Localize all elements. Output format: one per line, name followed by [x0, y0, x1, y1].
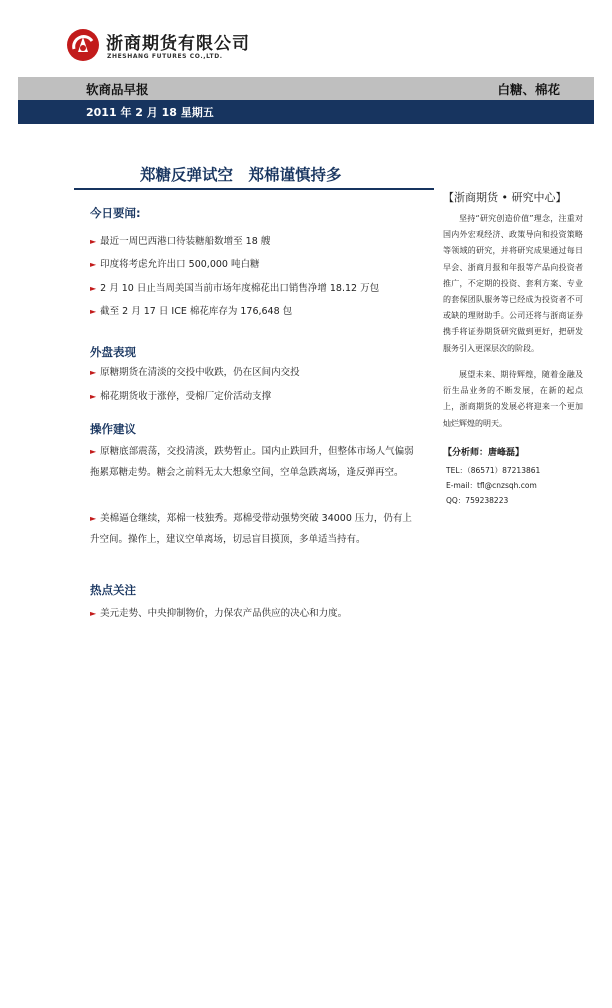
arrow-right-icon: ►: [90, 368, 97, 377]
analyst-email[interactable]: E-mail：tfl@cnzsqh.com: [446, 481, 537, 490]
title-divider: [74, 188, 434, 190]
list-item: ► 原糖期货在清淡的交投中收跌，仍在区间内交投: [90, 367, 300, 378]
analyst-tel: TEL：（86571）87213861: [446, 466, 541, 475]
section-heading-advice: 操作建议: [90, 422, 136, 436]
analyst-qq: QQ：759238223: [446, 496, 509, 505]
section-heading-hot: 热点关注: [90, 583, 136, 597]
advice-paragraph-cotton: ► 美棉逼仓继续，郑棉一枝独秀。郑棉受带动强势突破 34000 压力，仍有上升空间。操作上，建议空单离场，切忌盲目摸顶，多单适当持有。: [90, 513, 412, 545]
list-item: ► 最近一周巴西港口待装糖船数增至 18 艘: [90, 236, 271, 247]
company-name-cn: 浙商期货有限公司: [106, 34, 250, 54]
list-item: ► 2 月 10 日止当周美国当前市场年度棉花出口销售净增 18.12 万包: [90, 283, 380, 294]
report-title: 郑糖反弹试空 郑棉谨慎持多: [140, 166, 342, 184]
list-item: ► 印度将考虑允许出口 500,000 吨白糖: [90, 259, 260, 270]
list-item: ► 截至 2 月 17 日 ICE 棉花库存为 176,648 包: [90, 306, 293, 317]
arrow-right-icon: ►: [90, 514, 97, 523]
report-type: 软商品早报: [86, 82, 149, 97]
date-bar: [18, 100, 594, 124]
advice-paragraph-sugar: ► 原糖底部震荡，交投清淡，跌势暂止。国内止跌回升，但整体市场人气偏弱拖累郑糖走势。糖会之前料无太大想象空间，空单急跌离场，逢反弹再空。: [90, 446, 414, 478]
arrow-right-icon: ►: [90, 237, 97, 246]
arrow-right-icon: ►: [90, 284, 97, 293]
company-name-en: ZHESHANG FUTURES CO.,LTD.: [107, 53, 223, 60]
arrow-right-icon: ►: [90, 307, 97, 316]
sidebar-paragraph: 坚持“研究创造价值”理念，注重对国内外宏观经济、政策导向和投资策略等领域的研究，并将研究成果通过每日早会、浙商月报和年报等产品向投资者推广，不定期的投资、套利方案、专业的套保团队服务等已经成为投资者不可或缺的理财助手。公司还将与浙商证券携手将证券期货研究做到更好，把研发服务引入更深层次的阶段。: [443, 214, 583, 353]
report-date: 2011 年 2 月 18 星期五: [86, 106, 214, 119]
list-item: ► 美元走势、中央抑制物价，力保农产品供应的决心和力度。: [90, 608, 348, 619]
arrow-right-icon: ►: [90, 447, 97, 456]
arrow-right-icon: ►: [90, 260, 97, 269]
list-item: ► 棉花期货收于涨停，受棉厂定价活动支撑: [90, 391, 272, 402]
arrow-right-icon: ►: [90, 392, 97, 401]
report-header-bar: [18, 77, 594, 100]
sidebar-paragraph: 展望未来、期待辉煌，随着金融及衍生品业务的不断发展，在新的起点上，浙商期货的发展必将迎来一个更加灿烂辉煌的明天。: [443, 370, 583, 428]
company-logo-icon: [66, 28, 100, 62]
analyst-heading: 【分析师：唐峰磊】: [443, 448, 525, 458]
section-heading-news: 今日要闻:: [90, 206, 141, 220]
report-products: 白糖、棉花: [497, 82, 560, 97]
arrow-right-icon: ►: [90, 609, 97, 618]
sidebar-heading: 【浙商期货 • 研究中心】: [443, 191, 567, 204]
section-heading-overseas: 外盘表现: [90, 345, 136, 359]
